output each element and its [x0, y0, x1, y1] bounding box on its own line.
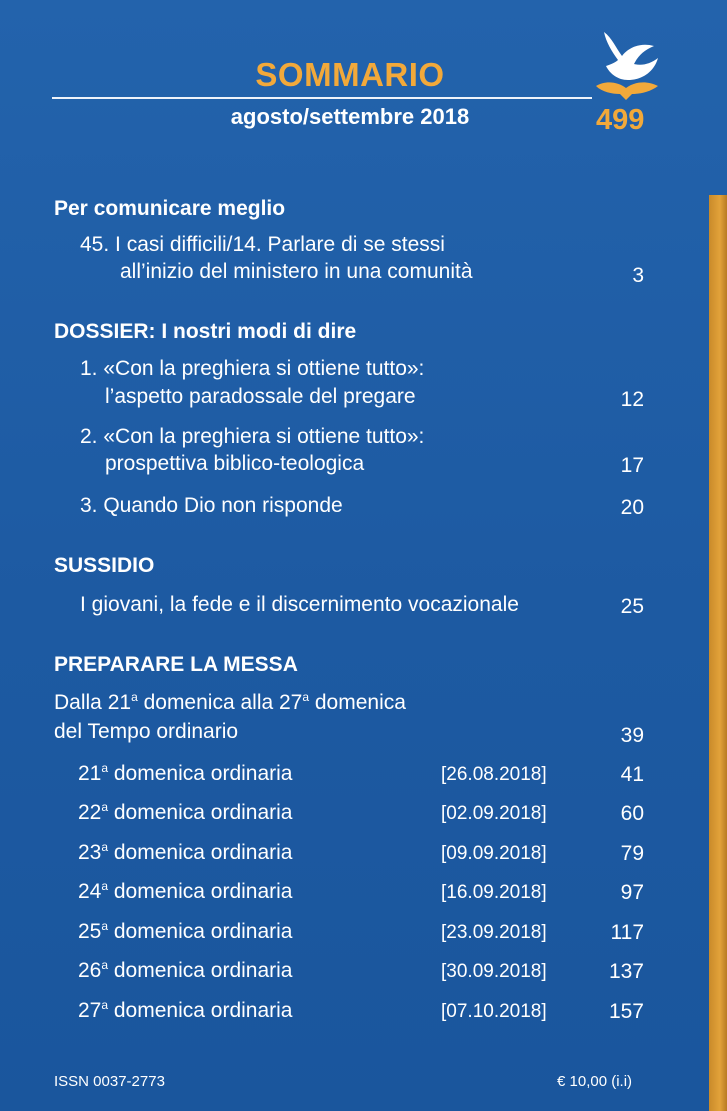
toc-page-number: 41 — [620, 763, 644, 786]
issue-date: agosto/settembre 2018 — [230, 104, 470, 129]
toc-page-number: 25 — [620, 595, 644, 618]
toc-entry-line: 1. «Con la preghiera si ottiene tutto»: — [80, 357, 425, 380]
toc-entry-line: all’inizio del ministero in una comunità — [120, 260, 473, 283]
sunday-date: [30.09.2018] — [441, 961, 547, 982]
toc-page-number: 117 — [610, 921, 644, 944]
toc-page-number: 17 — [620, 454, 644, 477]
sunday-label: 24$^a$ domenica ordinaria — [78, 879, 293, 903]
toc-entry-line: del Tempo ordinario — [54, 720, 239, 743]
toc-page-number: 137 — [608, 960, 644, 983]
section-heading-comunicare: Per comunicare meglio — [54, 197, 286, 220]
sunday-date: [07.10.2018] — [441, 1001, 547, 1022]
sunday-label: 26$^a$ domenica ordinaria — [78, 958, 293, 982]
section-heading-messa: PREPARARE LA MESSA — [54, 653, 298, 676]
sunday-label: 25$^a$ domenica ordinaria — [78, 919, 293, 943]
toc-entry-line: 2. «Con la preghiera si ottiene tutto»: — [80, 425, 425, 448]
toc-entry-line: 3. Quando Dio non risponde — [80, 494, 343, 517]
sunday-date: [09.09.2018] — [441, 843, 547, 864]
issn-label: ISSN 0037-2773 — [54, 1073, 165, 1090]
toc-page-number: 60 — [620, 802, 644, 825]
sunday-label: 23$^a$ domenica ordinaria — [78, 840, 293, 864]
sunday-label: 27$^a$ domenica ordinaria — [78, 998, 293, 1022]
price-label: € 10,00 (i.i) — [557, 1073, 633, 1090]
toc-page-number: 157 — [608, 1000, 644, 1023]
toc-entry-line: I giovani, la fede e il discernimento vocazionale — [80, 593, 519, 616]
sunday-date: [02.09.2018] — [441, 803, 547, 824]
toc-page-number: 3 — [632, 264, 644, 287]
toc-entry-line: l’aspetto paradossale del pregare — [105, 385, 416, 408]
sunday-label: 21$^a$ domenica ordinaria — [78, 761, 293, 785]
sunday-label: 22$^a$ domenica ordinaria — [78, 800, 293, 824]
toc-entry-line: Dalla 21$^a$ domenica alla 27$^a$ domenica — [54, 690, 406, 714]
toc-page-number: 79 — [620, 842, 644, 865]
sunday-date: [26.08.2018] — [441, 764, 547, 785]
toc-entry-line: 45. I casi difficili/14. Parlare di se stessi — [80, 233, 445, 256]
section-heading-dossier: DOSSIER: I nostri modi di dire — [54, 320, 357, 343]
toc-page-number: 97 — [620, 881, 644, 904]
toc-entry-line: prospettiva biblico-teologica — [105, 452, 365, 475]
toc-page-number: 12 — [620, 388, 644, 411]
sunday-date: [16.09.2018] — [441, 882, 547, 903]
title-divider — [52, 97, 592, 99]
issue-number: 499 — [596, 104, 645, 136]
sunday-date: [23.09.2018] — [441, 922, 547, 943]
toc-page-number: 39 — [620, 724, 644, 747]
page-title: SOMMARIO — [255, 56, 445, 93]
page-edge-stripe — [709, 195, 727, 1111]
section-heading-sussidio: SUSSIDIO — [54, 554, 155, 577]
toc-page-number: 20 — [620, 496, 644, 519]
